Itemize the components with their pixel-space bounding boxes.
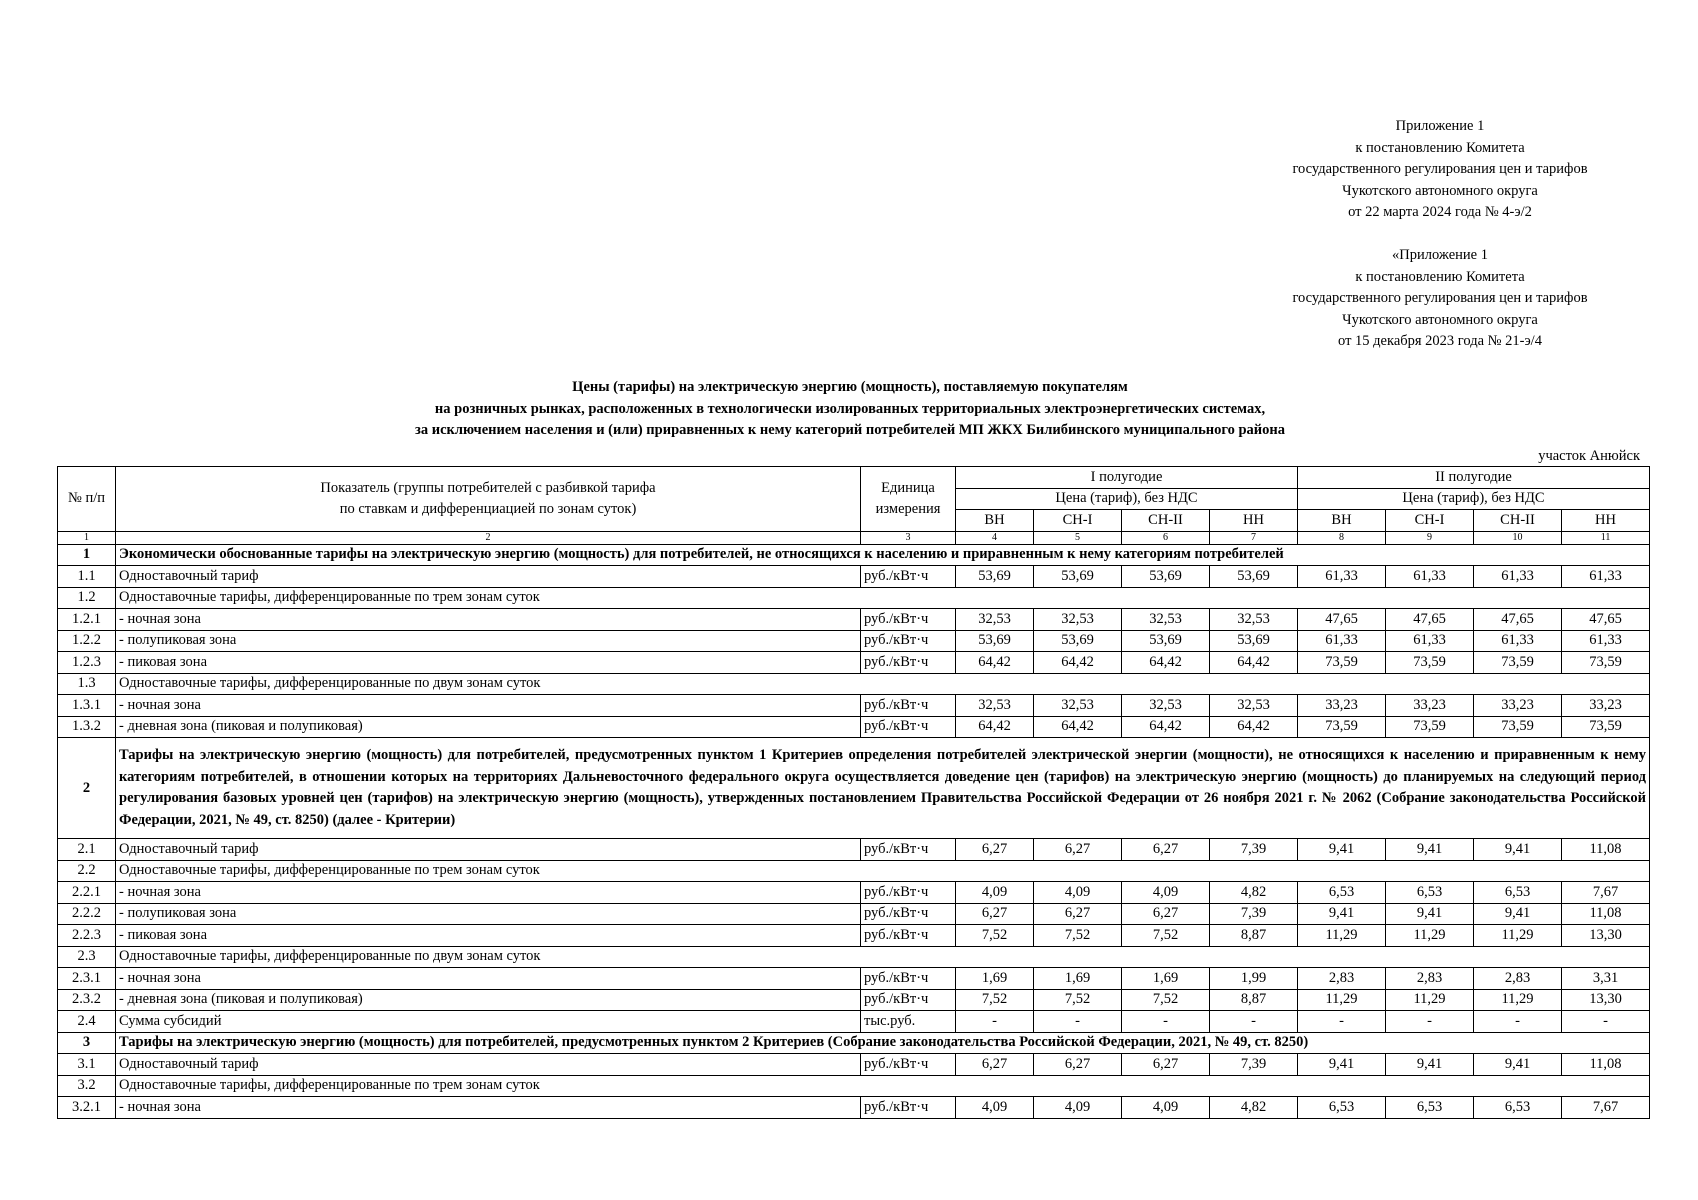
price-cell: 7,67 [1562, 1097, 1650, 1119]
row-name: - ночная зона [116, 1097, 861, 1119]
price-cell: 1,69 [1122, 968, 1210, 990]
row-number: 2.2.1 [58, 882, 116, 904]
price-cell: 73,59 [1562, 716, 1650, 738]
price-cell: 9,41 [1386, 839, 1474, 861]
row-name: - полупиковая зона [116, 630, 861, 652]
price-cell: 9,41 [1474, 1054, 1562, 1076]
column-number: 9 [1386, 531, 1474, 544]
price-cell: 53,69 [1210, 630, 1298, 652]
price-cell: 9,41 [1298, 839, 1386, 861]
price-cell: 33,23 [1386, 695, 1474, 717]
section-row [58, 738, 1650, 839]
row-unit: руб./кВт·ч [861, 652, 956, 674]
price-cell: 64,42 [956, 716, 1034, 738]
title-line: Цены (тарифы) на электрическую энергию (мощность), поставляемую покупателям [572, 379, 1128, 395]
header-level-vn: ВН [1298, 510, 1386, 532]
price-cell: 11,08 [1562, 1054, 1650, 1076]
price-cell: 2,83 [1474, 968, 1562, 990]
price-cell: - [1562, 1011, 1650, 1033]
price-cell: 4,09 [1122, 1097, 1210, 1119]
price-cell: 4,09 [956, 882, 1034, 904]
price-cell: 53,69 [1122, 630, 1210, 652]
price-cell: 64,42 [956, 652, 1034, 674]
subgroup-row [58, 946, 1650, 968]
row-unit: руб./кВт·ч [861, 903, 956, 925]
table-row [58, 566, 1650, 588]
column-number-row [58, 531, 1650, 544]
price-cell: 8,87 [1210, 925, 1298, 947]
header-level-nn: НН [1210, 510, 1298, 532]
price-cell: 47,65 [1298, 609, 1386, 631]
row-unit: руб./кВт·ч [861, 1054, 956, 1076]
row-number: 1.1 [58, 566, 116, 588]
subgroup-row [58, 587, 1650, 609]
price-cell: 2,83 [1386, 968, 1474, 990]
row-unit: руб./кВт·ч [861, 695, 956, 717]
price-cell: 7,52 [1122, 925, 1210, 947]
approval-line: к постановлению Комитета [1355, 139, 1525, 156]
price-cell: 6,53 [1386, 882, 1474, 904]
price-cell: 9,41 [1386, 903, 1474, 925]
price-cell: 11,29 [1474, 989, 1562, 1011]
price-cell: 32,53 [1122, 695, 1210, 717]
price-cell: 7,39 [1210, 903, 1298, 925]
section-number: 3 [58, 1032, 116, 1054]
approval-line: Чукотского автономного округа [1342, 311, 1538, 328]
price-cell: 32,53 [1210, 609, 1298, 631]
price-cell: 73,59 [1386, 716, 1474, 738]
price-cell: 6,27 [1034, 839, 1122, 861]
price-cell: 6,27 [956, 1054, 1034, 1076]
header-num: № п/п [58, 467, 116, 532]
row-name: Одноставочные тарифы, дифференцированные по двум зонам суток [116, 946, 1650, 968]
column-number: 6 [1122, 531, 1210, 544]
column-number: 7 [1210, 531, 1298, 544]
header-level-sn1: СН-I [1386, 510, 1474, 532]
price-cell: 32,53 [956, 609, 1034, 631]
price-cell: 53,69 [1034, 630, 1122, 652]
row-number: 2.3.1 [58, 968, 116, 990]
price-cell: 64,42 [1034, 652, 1122, 674]
price-cell: 6,27 [1122, 839, 1210, 861]
table-row [58, 609, 1650, 631]
price-cell: 32,53 [1122, 609, 1210, 631]
row-number: 2.3 [58, 946, 116, 968]
section-number: 1 [58, 544, 116, 566]
table-row [58, 652, 1650, 674]
price-cell: 4,82 [1210, 882, 1298, 904]
table-row [58, 1054, 1650, 1076]
price-cell: 11,08 [1562, 903, 1650, 925]
price-cell: 11,29 [1298, 989, 1386, 1011]
title-line: на розничных рынках, расположенных в технологически изолированных территориальных электроэнергетических системах, [434, 400, 1266, 417]
row-number: 2.1 [58, 839, 116, 861]
price-cell: 7,67 [1562, 882, 1650, 904]
price-cell: 4,09 [1034, 1097, 1122, 1119]
row-number: 1.3 [58, 673, 116, 695]
price-cell: 6,27 [1122, 903, 1210, 925]
price-cell: 53,69 [1034, 566, 1122, 588]
section-row [58, 544, 1650, 566]
row-number: 2.2.2 [58, 903, 116, 925]
row-unit: руб./кВт·ч [861, 989, 956, 1011]
price-cell: 9,41 [1298, 903, 1386, 925]
price-cell: 61,33 [1386, 566, 1474, 588]
price-cell: - [956, 1011, 1034, 1033]
price-cell: 1,99 [1210, 968, 1298, 990]
row-name: Одноставочные тарифы, дифференцированные по трем зонам суток [116, 1075, 1650, 1097]
approval-line: к постановлению Комитета [1355, 268, 1525, 285]
price-cell: 61,33 [1562, 566, 1650, 588]
row-name: - ночная зона [116, 609, 861, 631]
price-cell: 53,69 [1122, 566, 1210, 588]
section-title: Тарифы на электрическую энергию (мощность) для потребителей, предусмотренных пунктом 1 Критериев определения потребителей электрической энергии (мощности), не относящихся к населению и приравненным к нему категориям потребителей, в отношении которых на территориях Дальневосточного федерального округа осуществляется доведение цен (тарифов) на электрическую энергию (мощность) до планируемых на следующий период регулирования базовых уровней цен (тарифов) на электрическую энергию (мощность), утвержденных постановлением Правительства Российской Федерации от 26 ноября 2021 г. № 2062 (Собрание законодательства Российской Федерации, 2021, № 49, ст. 8250) (далее - Критерии) [116, 738, 1650, 839]
price-cell: 4,09 [1122, 882, 1210, 904]
price-cell: 8,87 [1210, 989, 1298, 1011]
price-cell: - [1210, 1011, 1298, 1033]
price-cell: 9,41 [1474, 839, 1562, 861]
price-cell: 61,33 [1474, 630, 1562, 652]
row-number: 3.2.1 [58, 1097, 116, 1119]
title-line: за исключением населения и (или) приравненных к нему категорий потребителей МП ЖКХ Билибинского муниципального района [415, 422, 1285, 438]
row-name: - дневная зона (пиковая и полупиковая) [116, 716, 861, 738]
price-cell: - [1122, 1011, 1210, 1033]
price-cell: 2,83 [1298, 968, 1386, 990]
column-number: 1 [58, 531, 116, 544]
header-level-vn: ВН [956, 510, 1034, 532]
price-cell: - [1474, 1011, 1562, 1033]
table-row [58, 1097, 1650, 1119]
price-cell: 4,09 [956, 1097, 1034, 1119]
column-number: 4 [956, 531, 1034, 544]
price-cell: 6,27 [1122, 1054, 1210, 1076]
price-cell: 4,82 [1210, 1097, 1298, 1119]
row-unit: руб./кВт·ч [861, 630, 956, 652]
row-name: - пиковая зона [116, 652, 861, 674]
header-level-nn: НН [1562, 510, 1650, 532]
price-cell: 73,59 [1298, 652, 1386, 674]
row-number: 1.2.3 [58, 652, 116, 674]
row-name: - ночная зона [116, 882, 861, 904]
price-cell: 7,39 [1210, 839, 1298, 861]
row-unit: руб./кВт·ч [861, 716, 956, 738]
table-row [58, 839, 1650, 861]
row-name: Одноставочный тариф [116, 839, 861, 861]
price-cell: 7,39 [1210, 1054, 1298, 1076]
price-cell: 3,31 [1562, 968, 1650, 990]
table-row [58, 630, 1650, 652]
subgroup-row [58, 860, 1650, 882]
price-cell: 6,53 [1298, 882, 1386, 904]
price-cell: 73,59 [1474, 652, 1562, 674]
approval-line: государственного регулирования цен и тарифов [1292, 161, 1588, 177]
price-cell: 61,33 [1562, 630, 1650, 652]
price-cell: 6,53 [1474, 882, 1562, 904]
price-cell: 7,52 [1122, 989, 1210, 1011]
price-cell: 61,33 [1386, 630, 1474, 652]
price-cell: 64,42 [1122, 716, 1210, 738]
price-cell: 1,69 [956, 968, 1034, 990]
row-name: - пиковая зона [116, 925, 861, 947]
tariff-table [57, 466, 1650, 1119]
price-cell: 64,42 [1210, 716, 1298, 738]
price-cell: 11,29 [1386, 925, 1474, 947]
price-cell: 64,42 [1210, 652, 1298, 674]
price-cell: 33,23 [1474, 695, 1562, 717]
row-number: 3.1 [58, 1054, 116, 1076]
row-unit: руб./кВт·ч [861, 968, 956, 990]
row-number: 1.2.1 [58, 609, 116, 631]
approval-line: от 15 декабря 2023 года № 21-э/4 [1338, 333, 1542, 349]
price-cell: 11,29 [1474, 925, 1562, 947]
row-name: - ночная зона [116, 695, 861, 717]
row-number: 1.2.2 [58, 630, 116, 652]
section-title: Экономически обоснованные тарифы на электрическую энергию (мощность) для потребителей, не относящихся к населению и приравненным к нему категориям потребителей [116, 544, 1650, 566]
price-cell: 7,52 [956, 925, 1034, 947]
row-name: Сумма субсидий [116, 1011, 861, 1033]
price-cell: 9,41 [1474, 903, 1562, 925]
row-name: Одноставочный тариф [116, 566, 861, 588]
column-number: 3 [861, 531, 956, 544]
header-level-sn1: СН-I [1034, 510, 1122, 532]
approval-block-current [1190, 116, 1690, 224]
price-cell: 13,30 [1562, 989, 1650, 1011]
price-cell: 32,53 [1034, 695, 1122, 717]
row-name: Одноставочные тарифы, дифференцированные по трем зонам суток [116, 860, 1650, 882]
price-cell: 33,23 [1562, 695, 1650, 717]
price-cell: 53,69 [1210, 566, 1298, 588]
column-number: 8 [1298, 531, 1386, 544]
header-indicator: Показатель (группы потребителей с разбивкой тарифа по ставкам и дифференциацией по зонам суток) [116, 467, 861, 532]
price-cell: 11,08 [1562, 839, 1650, 861]
price-cell: 6,27 [956, 839, 1034, 861]
row-unit: руб./кВт·ч [861, 566, 956, 588]
row-number: 2.2.3 [58, 925, 116, 947]
section-number: 2 [58, 738, 116, 839]
table-row [58, 925, 1650, 947]
price-cell: 6,53 [1298, 1097, 1386, 1119]
site-label: участок Анюйск [1538, 448, 1640, 464]
price-cell: 73,59 [1474, 716, 1562, 738]
column-number: 5 [1034, 531, 1122, 544]
price-cell: 73,59 [1386, 652, 1474, 674]
row-unit: руб./кВт·ч [861, 609, 956, 631]
price-cell: - [1298, 1011, 1386, 1033]
price-cell: 61,33 [1474, 566, 1562, 588]
header-price-2: Цена (тариф), без НДС [1298, 488, 1650, 510]
price-cell: 7,52 [1034, 925, 1122, 947]
header-price-1: Цена (тариф), без НДС [956, 488, 1298, 510]
column-number: 11 [1562, 531, 1650, 544]
header-level-sn2: СН-II [1474, 510, 1562, 532]
price-cell: - [1386, 1011, 1474, 1033]
table-row [58, 968, 1650, 990]
price-cell: 1,69 [1034, 968, 1122, 990]
price-cell: 4,09 [1034, 882, 1122, 904]
price-cell: 6,27 [1034, 1054, 1122, 1076]
price-cell: 6,27 [956, 903, 1034, 925]
section-title: Тарифы на электрическую энергию (мощность) для потребителей, предусмотренных пунктом 2 Критериев (Собрание законодательства Российской Федерации, 2021, № 49, ст. 8250) [116, 1032, 1650, 1054]
approval-line: от 22 марта 2024 года № 4-э/2 [1348, 204, 1532, 220]
column-number: 2 [116, 531, 861, 544]
price-cell: 53,69 [956, 566, 1034, 588]
price-cell: 64,42 [1122, 652, 1210, 674]
price-cell: 61,33 [1298, 630, 1386, 652]
document-title [60, 377, 1640, 442]
table-row [58, 716, 1650, 738]
row-unit: руб./кВт·ч [861, 1097, 956, 1119]
price-cell: 9,41 [1386, 1054, 1474, 1076]
row-name: - ночная зона [116, 968, 861, 990]
approval-line: государственного регулирования цен и тарифов [1292, 290, 1588, 306]
price-cell: 47,65 [1562, 609, 1650, 631]
approval-line: «Приложение 1 [1392, 247, 1488, 263]
row-name: Одноставочный тариф [116, 1054, 861, 1076]
row-number: 1.3.1 [58, 695, 116, 717]
row-number: 1.2 [58, 587, 116, 609]
header-half-1: I полугодие [956, 467, 1298, 489]
price-cell: 61,33 [1298, 566, 1386, 588]
row-unit: руб./кВт·ч [861, 839, 956, 861]
price-cell: - [1034, 1011, 1122, 1033]
price-cell: 73,59 [1298, 716, 1386, 738]
row-name: - полупиковая зона [116, 903, 861, 925]
price-cell: 32,53 [1034, 609, 1122, 631]
row-unit: руб./кВт·ч [861, 925, 956, 947]
row-number: 2.3.2 [58, 989, 116, 1011]
table-row [58, 1011, 1650, 1033]
price-cell: 6,53 [1386, 1097, 1474, 1119]
subgroup-row [58, 673, 1650, 695]
row-number: 3.2 [58, 1075, 116, 1097]
price-cell: 64,42 [1034, 716, 1122, 738]
price-cell: 47,65 [1474, 609, 1562, 631]
price-cell: 11,29 [1386, 989, 1474, 1011]
price-cell: 73,59 [1562, 652, 1650, 674]
price-cell: 32,53 [956, 695, 1034, 717]
table-row [58, 989, 1650, 1011]
section-row [58, 1032, 1650, 1054]
price-cell: 13,30 [1562, 925, 1650, 947]
header-half-2: II полугодие [1298, 467, 1650, 489]
table-row [58, 903, 1650, 925]
row-unit: тыс.руб. [861, 1011, 956, 1033]
row-name: - дневная зона (пиковая и полупиковая) [116, 989, 861, 1011]
price-cell: 7,52 [956, 989, 1034, 1011]
header-level-sn2: СН-II [1122, 510, 1210, 532]
approval-block-previous [1190, 245, 1690, 353]
price-cell: 7,52 [1034, 989, 1122, 1011]
price-cell: 6,53 [1474, 1097, 1562, 1119]
row-number: 2.2 [58, 860, 116, 882]
subgroup-row [58, 1075, 1650, 1097]
price-cell: 32,53 [1210, 695, 1298, 717]
price-cell: 53,69 [956, 630, 1034, 652]
approval-line: Приложение 1 [1395, 118, 1485, 134]
price-cell: 47,65 [1386, 609, 1474, 631]
price-cell: 9,41 [1298, 1054, 1386, 1076]
header-unit: Единица измерения [861, 467, 956, 532]
price-cell: 6,27 [1034, 903, 1122, 925]
price-cell: 11,29 [1298, 925, 1386, 947]
row-name: Одноставочные тарифы, дифференцированные по двум зонам суток [116, 673, 1650, 695]
row-number: 2.4 [58, 1011, 116, 1033]
row-number: 1.3.2 [58, 716, 116, 738]
table-row [58, 695, 1650, 717]
table-row [58, 882, 1650, 904]
row-unit: руб./кВт·ч [861, 882, 956, 904]
approval-line: Чукотского автономного округа [1342, 182, 1538, 199]
column-number: 10 [1474, 531, 1562, 544]
price-cell: 33,23 [1298, 695, 1386, 717]
row-name: Одноставочные тарифы, дифференцированные по трем зонам суток [116, 587, 1650, 609]
